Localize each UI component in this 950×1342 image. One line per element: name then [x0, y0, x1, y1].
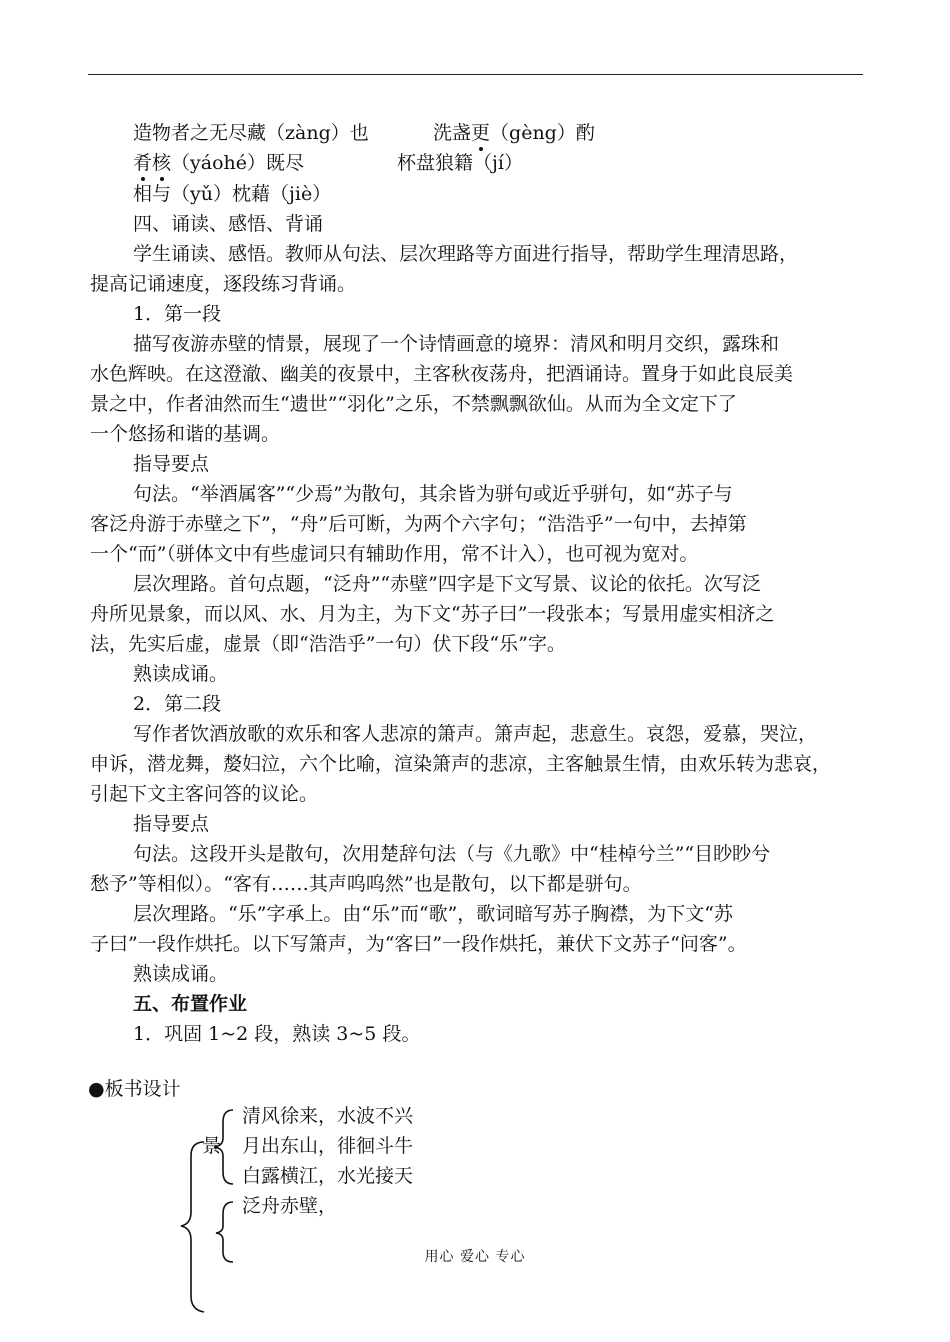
paragraph-line: 熟读成诵。 — [133, 963, 229, 985]
homework-item: 1．巩固 1~2 段，熟读 3~5 段。 — [133, 1023, 421, 1045]
paragraph-line: 一个悠扬和谐的基调。 — [90, 423, 281, 445]
paragraph-line: 愁予”等相似）。“客有……其声呜呜然”也是散句，以下都是骈句。 — [90, 873, 642, 895]
section-heading: 五、布置作业 — [133, 993, 248, 1015]
paragraph-line: 层次理路。首句点题，“泛舟”“赤壁”四字是下文写景、议论的依托。次写泛 — [133, 573, 761, 595]
subsection-heading: 2．第二段 — [133, 693, 222, 715]
paragraph-line: 学生诵读、感悟。教师从句法、层次理路等方面进行指导，帮助学生理清思路， — [133, 243, 799, 265]
paragraph-line: 一个“而”（骈体文中有些虚词只有辅助作用，常不计入），也可视为宽对。 — [90, 543, 699, 565]
board-item: 白露横江，水光接天 — [242, 1165, 414, 1187]
board-label-jing: 景 — [202, 1135, 222, 1157]
paragraph-line: 提高记诵速度，逐段练习背诵。 — [90, 273, 357, 295]
board-item: 泛舟赤壁， — [242, 1195, 338, 1217]
paragraph-line: 申诉，潜龙舞，嫠妇泣，六个比喻，渲染箫声的悲凉，主客触景生情，由欢乐转为悲哀， — [90, 753, 832, 775]
vocab-item: 肴核（yáohé）既尽 — [133, 148, 304, 178]
emphasis-dot: 更 — [471, 118, 490, 148]
paragraph-line: 层次理路。“乐”字承上。由“乐”而“歌”，歌词暗写苏子胸襟，为下文“苏 — [133, 903, 733, 925]
subsection-heading: 1．第一段 — [133, 303, 222, 325]
paragraph-line: 句法。“举酒属客”“少焉”为散句，其余皆为骈句或近乎骈句，如“苏子与 — [133, 483, 733, 505]
paragraph-line: 水色辉映。在这澄澈、幽美的夜景中，主客秋夜荡舟，把酒诵诗。置身于如此良辰美 — [90, 363, 794, 385]
guide-heading: 指导要点 — [133, 813, 210, 835]
emphasis-dot: 肴 — [133, 148, 152, 178]
paragraph-line: 描写夜游赤壁的情景，展现了一个诗情画意的境界：清风和明月交织，露珠和 — [133, 333, 780, 355]
vocab-item: 杯盘狼籍（jí） — [397, 152, 523, 174]
paragraph-line: 熟读成诵。 — [133, 663, 229, 685]
board-item: 清风徐来，水波不兴 — [242, 1105, 414, 1127]
emphasis-dot: 核 — [152, 148, 171, 178]
paragraph-line: 景之中，作者油然而生“遗世”“羽化”之乐，不禁飘飘欲仙。从而为全文定下了 — [90, 393, 737, 415]
vocab-item: 造物者之无尽藏（zàng）也 — [133, 122, 369, 144]
vocab-item: 洗盏更（gèng）酌 — [433, 118, 595, 148]
paragraph-line: 客泛舟游于赤壁之下”，“舟”后可断，为两个六字句；“浩浩乎”一句中，去掉第 — [90, 513, 747, 535]
page-footer: 用心 爱心 专心 — [424, 1249, 526, 1265]
paragraph-line: 写作者饮酒放歌的欢乐和客人悲凉的箫声。箫声起，悲意生。哀怨，爱慕，哭泣， — [133, 723, 818, 745]
paragraph-line: 引起下文主客问答的议论。 — [90, 783, 319, 805]
paragraph-line: 句法。这段开头是散句，次用楚辞句法（与《九歌》中“桂棹兮兰”“目眇眇兮 — [133, 843, 771, 865]
paragraph-line: 舟所见景象，而以风、水、月为主，为下文“苏子曰”一段张本；写景用虚实相济之 — [90, 603, 775, 625]
board-heading: ●板书设计 — [88, 1078, 181, 1100]
vocab-item: 相与（yǔ）枕藉（jiè） — [133, 183, 332, 205]
paragraph-line: 子曰”一段作烘托。以下写箫声，为“客曰”一段作烘托，兼伏下文苏子“问客”。 — [90, 933, 747, 955]
paragraph-line: 法，先实后虚，虚景（即“浩浩乎”一句）伏下段“乐”字。 — [90, 633, 566, 655]
guide-heading: 指导要点 — [133, 453, 210, 475]
section-heading: 四、诵读、感悟、背诵 — [133, 213, 324, 235]
board-item: 月出东山，徘徊斗牛 — [242, 1135, 414, 1157]
